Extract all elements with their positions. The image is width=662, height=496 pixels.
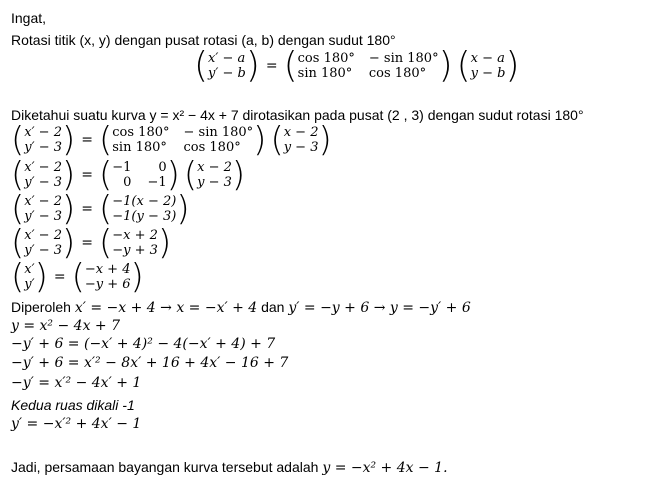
matrix-cell: x′ bbox=[24, 262, 35, 277]
matrix-cell: x′ − 2 bbox=[24, 194, 62, 209]
dan-label: dan bbox=[257, 299, 289, 315]
equals-sign: = bbox=[81, 201, 93, 217]
matrix-cell: y − b bbox=[470, 66, 506, 81]
derive-line-2: −y′ + 6 = (−x′ + 4)² − 4(−x′ + 4) + 7 bbox=[11, 336, 276, 352]
derive-line-1: y = x² − 4x + 7 bbox=[11, 318, 121, 334]
step-lhs-matrix: ( x′ − 2 y′ − 3 ) bbox=[11, 223, 76, 263]
matrix-cell: y′ − 3 bbox=[24, 175, 62, 190]
intro-ingat: Ingat, bbox=[11, 10, 47, 26]
rule-rhs-matrix: ( x − a y − b ) bbox=[456, 45, 520, 86]
matrix-cell: −1(y − 3) bbox=[112, 209, 177, 224]
matrix-cell: sin 180° bbox=[112, 140, 167, 155]
x-substitution: x′ = −x + 4 → x = −x′ + 4 bbox=[74, 300, 258, 316]
equals-sign: = bbox=[81, 235, 93, 251]
step-rotation-matrix: ( −1 0 0 −1 ) bbox=[99, 155, 180, 195]
matrix-cell: y′ − 3 bbox=[24, 209, 62, 224]
step-lhs-matrix: ( x′ − 2 y′ − 3 ) bbox=[11, 120, 76, 160]
equals-sign: = bbox=[53, 269, 66, 285]
step-rotation-matrix: ( cos 180° − sin 180° sin 180° cos 180° ) bbox=[99, 120, 267, 160]
matrix-cell: y − 3 bbox=[197, 175, 232, 190]
matrix-cell: y′ − b bbox=[208, 66, 246, 81]
matrix-cell: sin 180° bbox=[297, 66, 353, 81]
matrix-cell: x′ − 2 bbox=[24, 125, 62, 140]
derive-line-3: −y′ + 6 = x′² − 8x′ + 16 + 4x′ − 16 + 7 bbox=[11, 355, 289, 371]
rule-lhs-matrix: ( x′ − a y′ − b ) bbox=[194, 45, 260, 86]
matrix-cell: y′ bbox=[24, 277, 35, 292]
rule-equation bbox=[192, 45, 522, 86]
step-lhs-matrix: ( x′ − 2 y′ − 3 ) bbox=[11, 189, 76, 229]
matrix-cell: − sin 180° bbox=[368, 51, 439, 66]
matrix-cell: 0 bbox=[123, 175, 132, 190]
matrix-cell: x − a bbox=[470, 51, 505, 66]
step-rhs-matrix: ( x − 2 y − 3 ) bbox=[270, 120, 332, 160]
step-result-matrix: ( −1(x − 2) −1(y − 3) ) bbox=[99, 189, 190, 229]
rule-rotation-matrix: ( cos 180° − sin 180° sin 180° cos 180° ) bbox=[283, 45, 453, 86]
diperoleh-line bbox=[11, 298, 471, 317]
y-substitution: y′ = −y + 6 → y = −y′ + 6 bbox=[288, 300, 471, 316]
step-5 bbox=[9, 257, 146, 297]
matrix-cell: x′ − 2 bbox=[24, 228, 62, 243]
step-lhs-matrix: ( x′ y′ ) bbox=[11, 257, 48, 297]
derive-line-5: y′ = −x′² + 4x′ − 1 bbox=[11, 416, 142, 432]
step-3 bbox=[9, 189, 192, 229]
step-2 bbox=[9, 155, 247, 195]
step-1 bbox=[9, 120, 334, 160]
matrix-cell: −x + 2 bbox=[112, 228, 158, 243]
step-result-matrix: ( −x + 2 −y + 3 ) bbox=[99, 223, 172, 263]
matrix-cell: −y + 3 bbox=[112, 243, 158, 258]
matrix-cell: cos 180° bbox=[183, 140, 241, 155]
equals-sign: = bbox=[81, 167, 93, 183]
equals-sign: = bbox=[81, 132, 93, 148]
matrix-cell: −y + 6 bbox=[84, 277, 131, 292]
matrix-cell: cos 180° bbox=[297, 51, 355, 66]
kedua-ruas-note: Kedua ruas dikali -1 bbox=[11, 397, 135, 413]
conclusion-text: Jadi, persamaan bayangan kurva tersebut adalah bbox=[11, 459, 323, 475]
equals-sign: = bbox=[265, 58, 278, 74]
matrix-cell: − sin 180° bbox=[183, 125, 254, 140]
matrix-cell: x − 2 bbox=[197, 160, 232, 175]
matrix-cell: x′ − a bbox=[208, 51, 246, 66]
matrix-cell: y′ − 3 bbox=[24, 243, 62, 258]
conclusion-equation: y = −x² + 4x − 1. bbox=[322, 460, 448, 476]
matrix-cell: y − 3 bbox=[283, 140, 319, 155]
matrix-cell: y′ − 3 bbox=[24, 140, 62, 155]
step-result-matrix: ( −x + 4 −y + 6 ) bbox=[71, 257, 144, 297]
step-rhs-matrix: ( x − 2 y − 3 ) bbox=[183, 155, 246, 195]
matrix-cell: −1 bbox=[147, 175, 167, 190]
matrix-cell: −x + 4 bbox=[84, 262, 131, 277]
matrix-cell: cos 180° bbox=[112, 125, 170, 140]
matrix-cell: cos 180° bbox=[368, 66, 427, 81]
step-lhs-matrix: ( x′ − 2 y′ − 3 ) bbox=[11, 155, 76, 195]
diperoleh-label: Diperoleh bbox=[11, 299, 75, 315]
matrix-cell: −1 bbox=[112, 160, 132, 175]
intro-rule: Rotasi titik (x, y) dengan pusat rotasi (a, b) dengan sudut 180° bbox=[11, 32, 396, 48]
matrix-cell: x − 2 bbox=[283, 125, 319, 140]
step-4 bbox=[9, 223, 173, 263]
matrix-cell: −1(x − 2) bbox=[112, 194, 177, 209]
conclusion-line bbox=[11, 458, 448, 477]
matrix-cell: 0 bbox=[158, 160, 167, 175]
given-statement: Diketahui suatu kurva y = x² − 4x + 7 dirotasikan pada pusat (2 , 3) dengan sudut rotasi 180° bbox=[11, 107, 584, 123]
matrix-cell: x′ − 2 bbox=[24, 160, 62, 175]
derive-line-4: −y′ = x′² − 4x′ + 1 bbox=[11, 375, 142, 391]
